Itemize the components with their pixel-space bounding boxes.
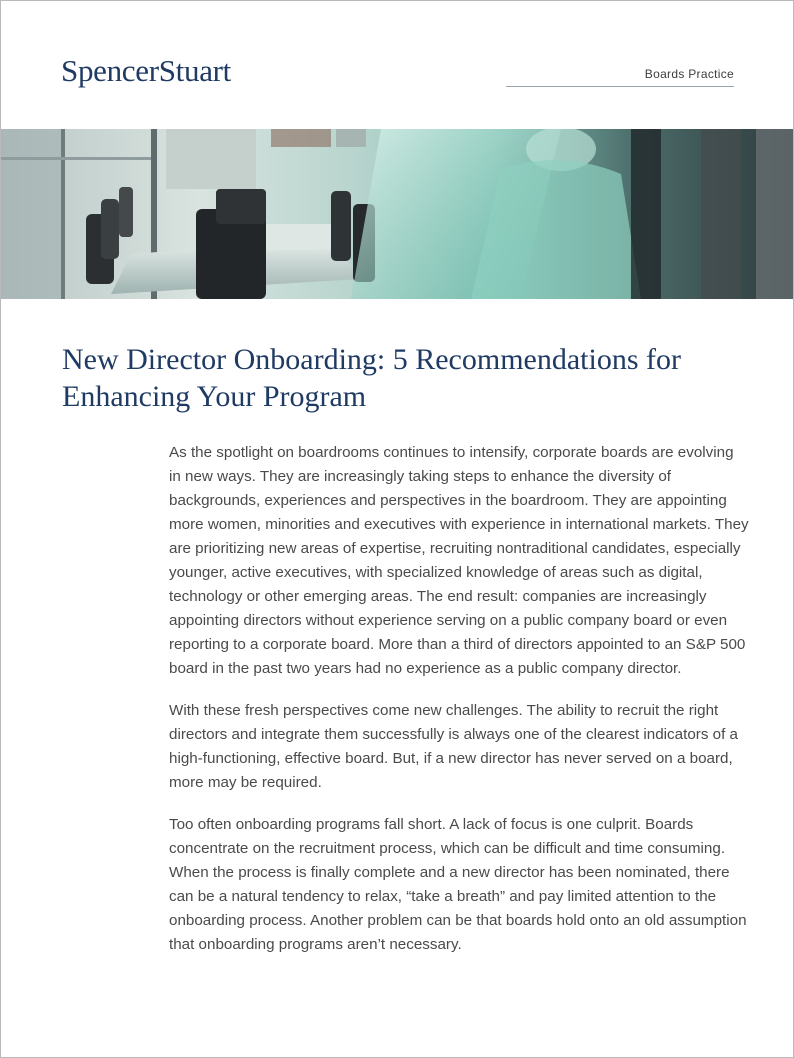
- hero-image: [1, 129, 793, 299]
- practice-label: Boards Practice: [506, 67, 734, 87]
- article-title: New Director Onboarding: 5 Recommendations for Enhancing Your Program: [62, 343, 681, 413]
- spencerstuart-logo: SpencerStuart: [61, 53, 231, 88]
- boardroom-photo: [1, 129, 793, 299]
- article-body: [169, 441, 749, 975]
- paragraph: With these fresh perspectives come new challenges. The ability to recruit the right directors and integrate them successfully is always one of the clearest indicators of a high-functioning, effective board. But, if a new director has never served on a board, more may be required.: [169, 702, 738, 791]
- paragraph: As the spotlight on boardrooms continues to intensify, corporate boards are evolving in new ways. They are increasingly taking steps to enhance the diversity of backgrounds, experiences and perspectives in the boardroom. They are appointing more women, minorities and executives with experience in international markets. They are prioritizing new areas of expertise, recruiting nontraditional candidates, especially younger, active executives, with specialized knowledge of areas such as digital, technology or other emerging areas. The end result: companies are increasingly appointing directors without experience serving on a public company board or even reporting to a corporate board. More than a third of directors appointed to an S&P 500 board in the past two years had no experience as a public company director.: [169, 444, 749, 677]
- paragraph: Too often onboarding programs fall short. A lack of focus is one culprit. Boards concentrate on the recruitment process, which can be difficult and time consuming. When the process is finally complete and a new director has been nominated, there can be a natural tendency to relax, “take a breath” and pay limited attention to the onboarding process. Another problem can be that boards hold onto an old assumption that onboarding programs aren’t necessary.: [169, 816, 747, 953]
